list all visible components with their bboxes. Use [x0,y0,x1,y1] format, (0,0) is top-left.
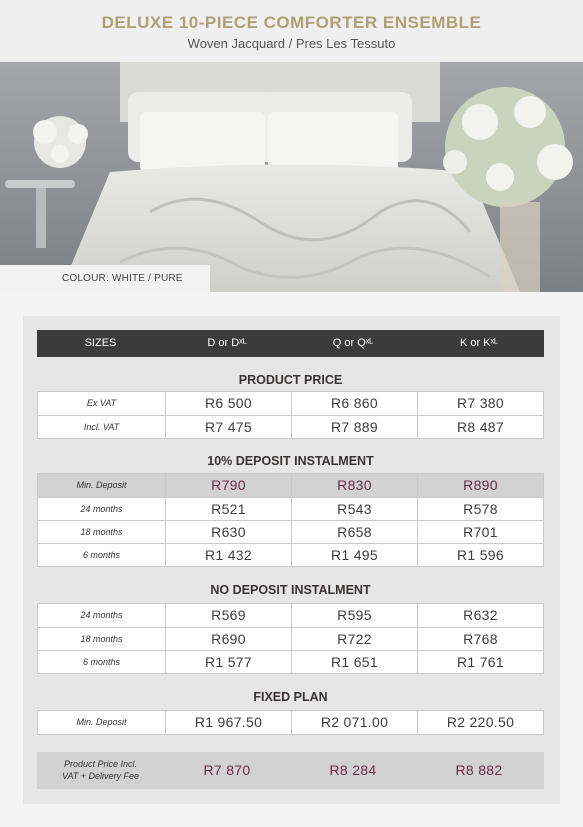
row-label: Min. Deposit [76,717,127,727]
price-king: R2 220.50 [417,711,543,734]
total-label [37,752,164,789]
total-queen: R8 284 [329,762,377,778]
price-queen: R595 [291,604,417,627]
table-row [38,474,543,497]
price-king: R701 [417,521,543,543]
price-double: R7 475 [165,416,291,438]
price-king: R1 596 [417,544,543,566]
total-label-line2: VAT + Delivery Fee [61,771,140,781]
price-double: R569 [165,604,291,627]
price-queen: R2 071.00 [291,711,417,734]
king-size-header: K or Kˣᴸ [459,337,499,349]
row-label: 24 months [80,610,123,620]
row-label: 18 months [80,527,123,537]
table-row [38,520,543,543]
price-king: R7 380 [417,392,543,415]
price-double: R630 [165,521,291,543]
size-header-row [37,330,544,357]
total-price-row [37,752,544,789]
queen-size-header: Q or Qˣᴸ [332,337,374,349]
price-queen: R1 495 [291,544,417,566]
price-double: R1 967.50 [165,711,291,734]
price-double: R790 [165,474,291,497]
price-king: R1 761 [417,651,543,673]
page-title: DELUXE 10-PIECE COMFORTER ENSEMBLE [101,13,482,32]
table-row [38,497,543,520]
price-king: R768 [417,628,543,650]
price-king: R890 [417,474,543,497]
no-deposit-instalment-table [37,603,544,674]
row-label: 18 months [80,634,123,644]
page-subtitle: Woven Jacquard / Pres Les Tessuto [187,36,396,51]
double-size-header: D or Dˣᴸ [207,337,247,349]
no-deposit-instalment-title: NO DEPOSIT INSTALMENT [210,583,371,597]
total-label-line1: Product Price Incl. [63,759,138,769]
product-price-title: PRODUCT PRICE [238,373,343,387]
price-double: R521 [165,498,291,520]
price-king: R8 487 [417,416,543,438]
table-row [38,415,543,438]
price-queen: R7 889 [291,416,417,438]
table-row [38,543,543,566]
row-label: 6 months [82,657,121,667]
row-label: Min. Deposit [76,480,127,490]
fixed-plan-table [37,710,544,735]
row-label: Ex VAT [86,398,117,408]
fixed-plan-title: FIXED PLAN [253,690,328,704]
price-king: R578 [417,498,543,520]
price-double: R690 [165,628,291,650]
total-double: R7 870 [203,762,251,778]
price-queen: R6 860 [291,392,417,415]
deposit-instalment-title: 10% DEPOSIT INSTALMENT [207,454,374,468]
price-double: R1 577 [165,651,291,673]
table-row [38,392,543,415]
total-king: R8 882 [455,762,503,778]
pricing-panel [23,316,560,804]
table-row [38,711,543,734]
table-row [38,604,543,627]
product-price-table [37,391,544,439]
row-label: Incl. VAT [83,422,120,432]
row-label: 6 months [82,550,121,560]
deposit-instalment-table [37,473,544,567]
price-queen: R543 [291,498,417,520]
table-row [38,627,543,650]
price-double: R6 500 [165,392,291,415]
colour-label: COLOUR: WHITE / PURE [0,265,210,292]
sizes-header: SIZES [84,337,117,349]
price-queen: R1 651 [291,651,417,673]
product-photo [0,62,583,292]
price-king: R632 [417,604,543,627]
bedroom-image [0,62,583,292]
price-queen: R830 [291,474,417,497]
price-double: R1 432 [165,544,291,566]
page-header [0,0,583,62]
row-label: 24 months [80,504,123,514]
table-row [38,650,543,673]
price-queen: R722 [291,628,417,650]
price-queen: R658 [291,521,417,543]
